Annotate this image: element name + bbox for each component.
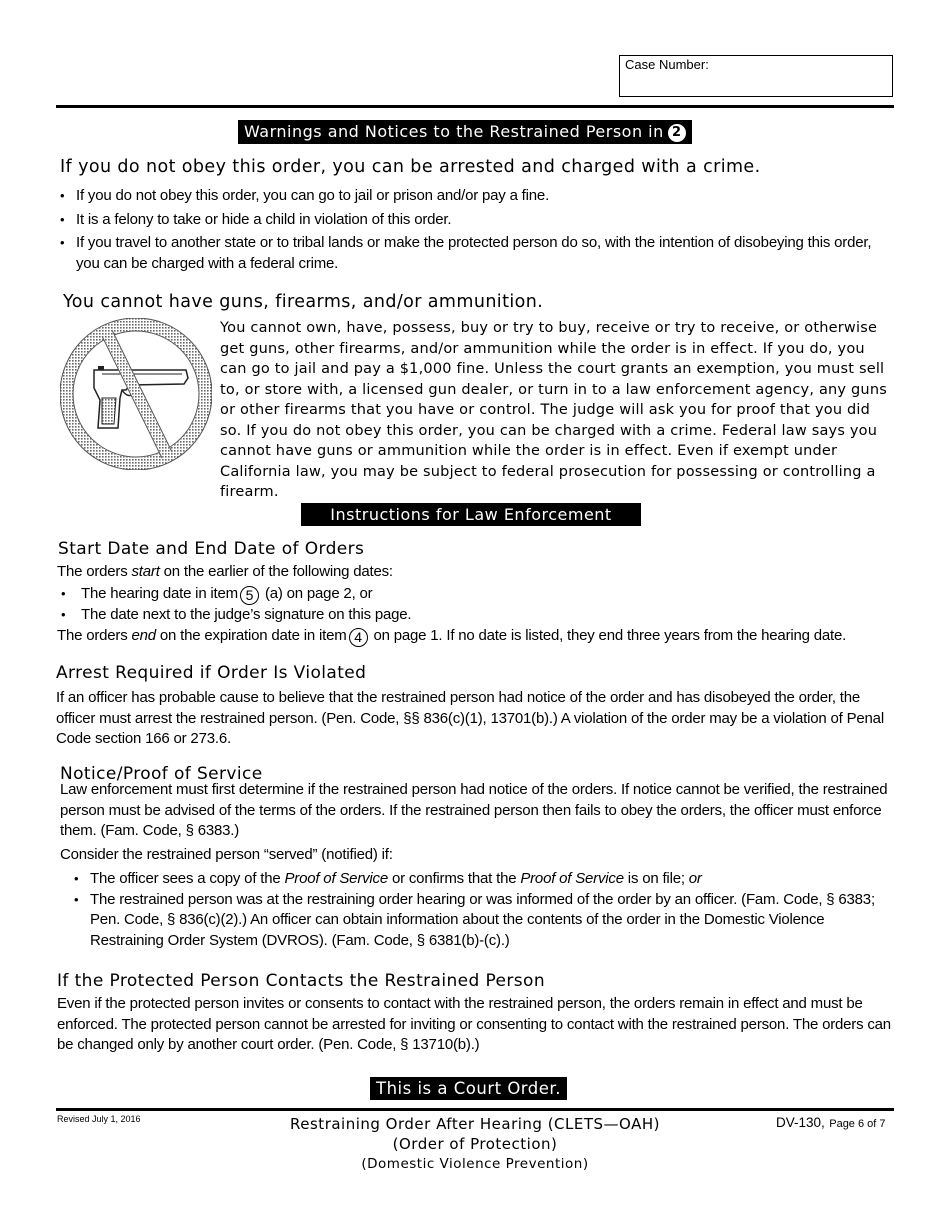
guns-heading: You cannot have guns, firearms, and/or ammunition. bbox=[63, 292, 544, 312]
page-number bbox=[776, 1114, 886, 1132]
page-of: Page 6 of 7 bbox=[829, 1118, 886, 1130]
dates-intro: The orders start on the earlier of the following dates: bbox=[57, 563, 393, 580]
case-number-label: Case Number: bbox=[625, 57, 709, 72]
notice-list bbox=[70, 869, 890, 951]
warning-bullet-1: • If you do not obey this order, you can go to jail or prison and/or pay a fine. bbox=[56, 186, 896, 207]
notice-heading: Notice/Proof of Service bbox=[60, 764, 263, 784]
arrest-heading: Arrest Required if Order Is Violated bbox=[56, 663, 367, 683]
warnings-heading: If you do not obey this order, you can be arrested and charged with a crime. bbox=[60, 157, 761, 177]
dates-heading: Start Date and End Date of Orders bbox=[58, 539, 365, 559]
warning-bullet-3: • If you travel to another state or to tribal lands or make the protected person do so, with the intention of disobeying this order, you can be charged with a federal crime. bbox=[56, 233, 896, 274]
contacts-text: Even if the protected person invites or consents to contact with the restrained person, the orders remain in effect and must be enforced. The protected person cannot be arrested for inviting or consenting to contact with the restrained person. The orders can be changed only by another court order. (Pen. Code, § 13710(b).) bbox=[57, 995, 891, 1053]
law-enforcement-banner: Instructions for Law Enforcement bbox=[301, 503, 641, 526]
form-title-line1: Restraining Order After Hearing (CLETS—OAH) bbox=[290, 1115, 660, 1133]
item-5-marker: 5 bbox=[240, 586, 259, 605]
dates-end: The orders end on the expiration date in item 4 on page 1. If no date is listed, they end three years from the hearing date. bbox=[57, 627, 847, 645]
warnings-banner bbox=[238, 120, 692, 144]
contacts-heading: If the Protected Person Contacts the Restrained Person bbox=[57, 971, 546, 991]
form-title bbox=[250, 1114, 700, 1174]
top-rule bbox=[56, 105, 894, 108]
warnings-banner-text: Warnings and Notices to the Restrained Person in bbox=[244, 122, 664, 141]
dates-section bbox=[57, 562, 907, 647]
dates-bullet-2: • The date next to the judge’s signature on this page. bbox=[57, 605, 907, 626]
dates-bullet-1: • The hearing date in item 5 (a) on page 2, or bbox=[57, 584, 907, 605]
no-guns-icon bbox=[60, 318, 212, 470]
form-number: DV-130, bbox=[776, 1115, 825, 1130]
guns-text: You cannot own, have, possess, buy or try to buy, receive or try to receive, or otherwise get guns, other firearms, and/or ammunition while the order is in effect. If you do, you can go to jail and pay a $1,000 fine. Unless the court grants an exemption, you must sell to, or store with, a licensed gun dealer, or turn in to a law enforcement agency, any guns or other firearms that you have or control. The judge will ask you for proof that you did so. If you do not obey this order, you can be charged with a crime. Federal law says you cannot have guns or ammunition while the order is in effect. Even if exempt under California law, you may be subject to federal prosecution for possessing or controlling a firearm. bbox=[220, 320, 887, 500]
notice-bullet-2: • The restrained person was at the restraining order hearing or was informed of the order by an officer. (Fam. Code, § 6383; Pen. Code, § 836(c)(2).) An officer can obtain information about the contents of the order in the Domestic Violence Restraining Order System (DVROS). (Fam. Code, § 6381(b)-(c).) bbox=[70, 890, 890, 952]
item-4-marker: 4 bbox=[349, 628, 368, 647]
case-number-field[interactable] bbox=[619, 55, 893, 97]
revised-date: Revised July 1, 2016 bbox=[57, 1114, 141, 1124]
notice-text: Law enforcement must first determine if the restrained person had notice of the orders. If notice cannot be verified, the restrained person must be advised of the terms of the orders. If the restrained person then fails to obey the orders, the officer must enforce them. (Fam. Code, § 6383.) bbox=[60, 781, 888, 839]
item-number-badge: 2 bbox=[668, 124, 686, 142]
court-order-banner: This is a Court Order. bbox=[370, 1077, 567, 1100]
form-title-line3: (Domestic Violence Prevention) bbox=[361, 1156, 589, 1172]
bottom-rule bbox=[56, 1108, 894, 1111]
warnings-list bbox=[56, 186, 896, 274]
notice-bullet-1: • The officer sees a copy of the Proof of Service or confirms that the Proof of Service is on file; or bbox=[70, 869, 890, 890]
warning-bullet-2: • It is a felony to take or hide a child in violation of this order. bbox=[56, 210, 896, 231]
arrest-text: If an officer has probable cause to believe that the restrained person had notice of the order and has disobeyed the order, the officer must arrest the restrained person. (Pen. Code, §§ 836(c)(1), 13701(b).) A violation of the order may be a violation of Penal Code section 166 or 273.6. bbox=[56, 689, 884, 747]
notice-consider: Consider the restrained person “served” (notified) if: bbox=[60, 846, 393, 863]
form-title-line2: (Order of Protection) bbox=[392, 1135, 558, 1153]
